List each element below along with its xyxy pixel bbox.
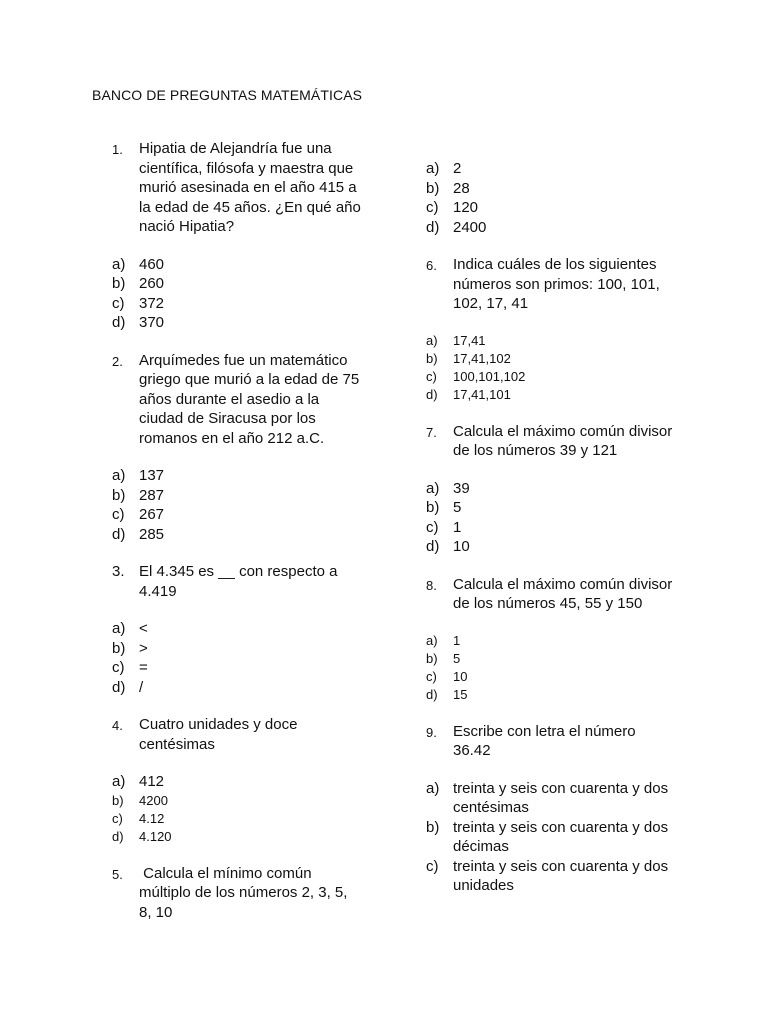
option-letter: d) <box>112 525 126 543</box>
option-text: < <box>139 620 148 637</box>
question-number: 6. <box>426 258 437 273</box>
option-letter: c) <box>112 810 123 826</box>
option-5c <box>426 198 676 218</box>
option-text: 120 <box>453 199 479 216</box>
option-1d <box>112 313 362 333</box>
option-9c <box>426 857 676 896</box>
option-text: 2 <box>453 160 462 177</box>
option-letter: b) <box>426 350 438 366</box>
option-letter: a) <box>112 773 126 790</box>
question-text: Cuatro unidades y doce centésimas <box>139 716 298 753</box>
option-text: 4.12 <box>139 810 165 826</box>
option-letter: d) <box>426 538 440 555</box>
option-text: 1 <box>453 518 462 536</box>
option-1b <box>112 274 362 294</box>
option-letter: b) <box>426 650 438 666</box>
option-3a <box>112 619 362 639</box>
question-8 <box>426 575 676 614</box>
option-6a <box>426 332 676 350</box>
option-text: 17,41,101 <box>453 386 511 402</box>
option-text: 4200 <box>139 792 168 808</box>
option-text: 2400 <box>453 218 487 236</box>
option-letter: a) <box>426 160 440 177</box>
option-2c <box>112 505 362 525</box>
option-letter: a) <box>112 467 126 484</box>
option-letter: d) <box>112 828 124 844</box>
option-7a <box>426 479 676 499</box>
option-6c <box>426 368 676 386</box>
question-text: El 4.345 es __ con respecto a 4.419 <box>139 563 338 600</box>
option-2b <box>112 486 362 506</box>
option-letter: a) <box>426 779 440 797</box>
question-number: 1. <box>112 142 123 157</box>
option-letter: b) <box>426 179 440 197</box>
option-letter: d) <box>426 218 440 236</box>
option-letter: c) <box>112 294 125 312</box>
option-text: 267 <box>139 506 165 523</box>
option-letter: c) <box>426 368 437 384</box>
option-letter: c) <box>112 506 125 523</box>
option-text: 17,41 <box>453 332 486 348</box>
option-letter: d) <box>112 678 126 696</box>
option-1a <box>112 255 362 275</box>
option-5d <box>426 218 676 238</box>
options-8 <box>426 632 676 704</box>
left-column <box>112 139 362 940</box>
option-2a <box>112 466 362 486</box>
option-text: 17,41,102 <box>453 350 511 366</box>
option-letter: b) <box>112 275 126 292</box>
option-4a <box>112 772 362 792</box>
option-text: 100,101,102 <box>453 368 526 384</box>
option-2d <box>112 525 362 545</box>
option-4b <box>112 792 362 810</box>
question-number: 7. <box>426 424 437 440</box>
option-text: 39 <box>453 479 470 497</box>
right-column <box>426 159 676 914</box>
option-4c <box>112 810 362 828</box>
option-text: / <box>139 678 144 696</box>
option-letter: d) <box>426 386 438 402</box>
options-5 <box>426 159 676 237</box>
question-number: 2. <box>112 353 123 369</box>
question-7 <box>426 422 676 461</box>
question-number: 3. <box>112 563 125 580</box>
options-1 <box>112 255 362 333</box>
option-text: 137 <box>139 467 165 484</box>
question-4 <box>112 715 362 754</box>
option-8d <box>426 686 676 704</box>
option-letter: b) <box>112 486 126 504</box>
option-3b <box>112 639 362 659</box>
option-letter: a) <box>112 620 126 637</box>
option-text: 260 <box>139 275 165 292</box>
option-9a <box>426 779 676 818</box>
option-5a <box>426 159 676 179</box>
option-letter: a) <box>426 332 438 348</box>
option-text: 10 <box>453 668 468 684</box>
option-9b <box>426 818 676 857</box>
option-text: treinta y seis con cuarenta y dos unidades <box>453 857 669 894</box>
question-3 <box>112 562 362 601</box>
option-text: 28 <box>453 179 470 197</box>
question-9 <box>426 722 676 761</box>
options-2 <box>112 466 362 544</box>
option-letter: c) <box>426 857 439 875</box>
option-letter: b) <box>426 499 440 516</box>
option-text: 5 <box>453 650 461 666</box>
option-letter: c) <box>426 518 439 536</box>
option-text: 285 <box>139 525 165 543</box>
page-title: BANCO DE PREGUNTAS MATEMÁTICAS <box>92 87 363 103</box>
option-letter: a) <box>426 479 440 497</box>
option-letter: c) <box>426 668 437 684</box>
option-text: 5 <box>453 499 462 516</box>
option-text: 10 <box>453 538 470 555</box>
option-7c <box>426 518 676 538</box>
options-9 <box>426 779 676 896</box>
question-number: 4. <box>112 718 123 733</box>
option-letter: a) <box>426 632 438 648</box>
option-text: 370 <box>139 314 165 331</box>
question-number: 8. <box>426 577 437 593</box>
option-text: treinta y seis con cuarenta y dos centésimas <box>453 779 669 816</box>
question-text: Calcula el máximo común divisor de los números 45, 55 y 150 <box>453 575 673 612</box>
option-3d <box>112 678 362 698</box>
option-text: 287 <box>139 486 165 504</box>
option-text: 460 <box>139 255 165 273</box>
option-5b <box>426 179 676 199</box>
question-text: Hipatia de Alejandría fue una científica, filósofa y maestra que murió asesinada en el año 415 a la edad de 45 años. ¿En qué año nació Hipatia? <box>139 140 361 235</box>
question-2 <box>112 351 362 449</box>
question-5 <box>112 864 362 923</box>
option-text: 15 <box>453 686 468 702</box>
option-letter: b) <box>112 792 124 808</box>
option-letter: b) <box>426 818 440 836</box>
option-8c <box>426 668 676 686</box>
options-4 <box>112 772 362 846</box>
option-text: = <box>139 659 148 676</box>
question-1 <box>112 139 362 237</box>
option-letter: c) <box>112 659 125 676</box>
option-letter: d) <box>426 686 438 702</box>
option-text: > <box>139 639 148 657</box>
options-3 <box>112 619 362 697</box>
option-7d <box>426 537 676 557</box>
option-text: 412 <box>139 773 165 790</box>
option-text: treinta y seis con cuarenta y dos décimas <box>453 818 669 855</box>
option-letter: a) <box>112 255 126 273</box>
option-7b <box>426 498 676 518</box>
option-1c <box>112 294 362 314</box>
options-6 <box>426 332 676 404</box>
option-6b <box>426 350 676 368</box>
option-letter: c) <box>426 199 439 216</box>
option-letter: d) <box>112 314 126 331</box>
option-3c <box>112 658 362 678</box>
option-8b <box>426 650 676 668</box>
option-letter: b) <box>112 639 126 657</box>
question-number: 5. <box>112 866 123 882</box>
option-text: 4.120 <box>139 828 172 844</box>
question-6 <box>426 255 676 314</box>
question-text: Arquímedes fue un matemático griego que murió a la edad de 75 años durante el asedio a la ciudad de Siracusa por los romanos en el año 212 a.C. <box>139 351 360 447</box>
option-text: 1 <box>453 632 461 648</box>
question-number: 9. <box>426 724 437 740</box>
question-text: Calcula el máximo común divisor de los números 39 y 121 <box>453 422 673 459</box>
option-8a <box>426 632 676 650</box>
question-text: Indica cuáles de los siguientes números son primos: 100, 101, 102, 17, 41 <box>453 256 660 312</box>
question-text: Escribe con letra el número 36.42 <box>453 722 636 759</box>
option-4d <box>112 828 362 846</box>
option-6d <box>426 386 676 404</box>
option-text: 372 <box>139 294 165 312</box>
question-text: Calcula el mínimo común múltiplo de los números 2, 3, 5, 8, 10 <box>139 864 352 921</box>
options-7 <box>426 479 676 557</box>
